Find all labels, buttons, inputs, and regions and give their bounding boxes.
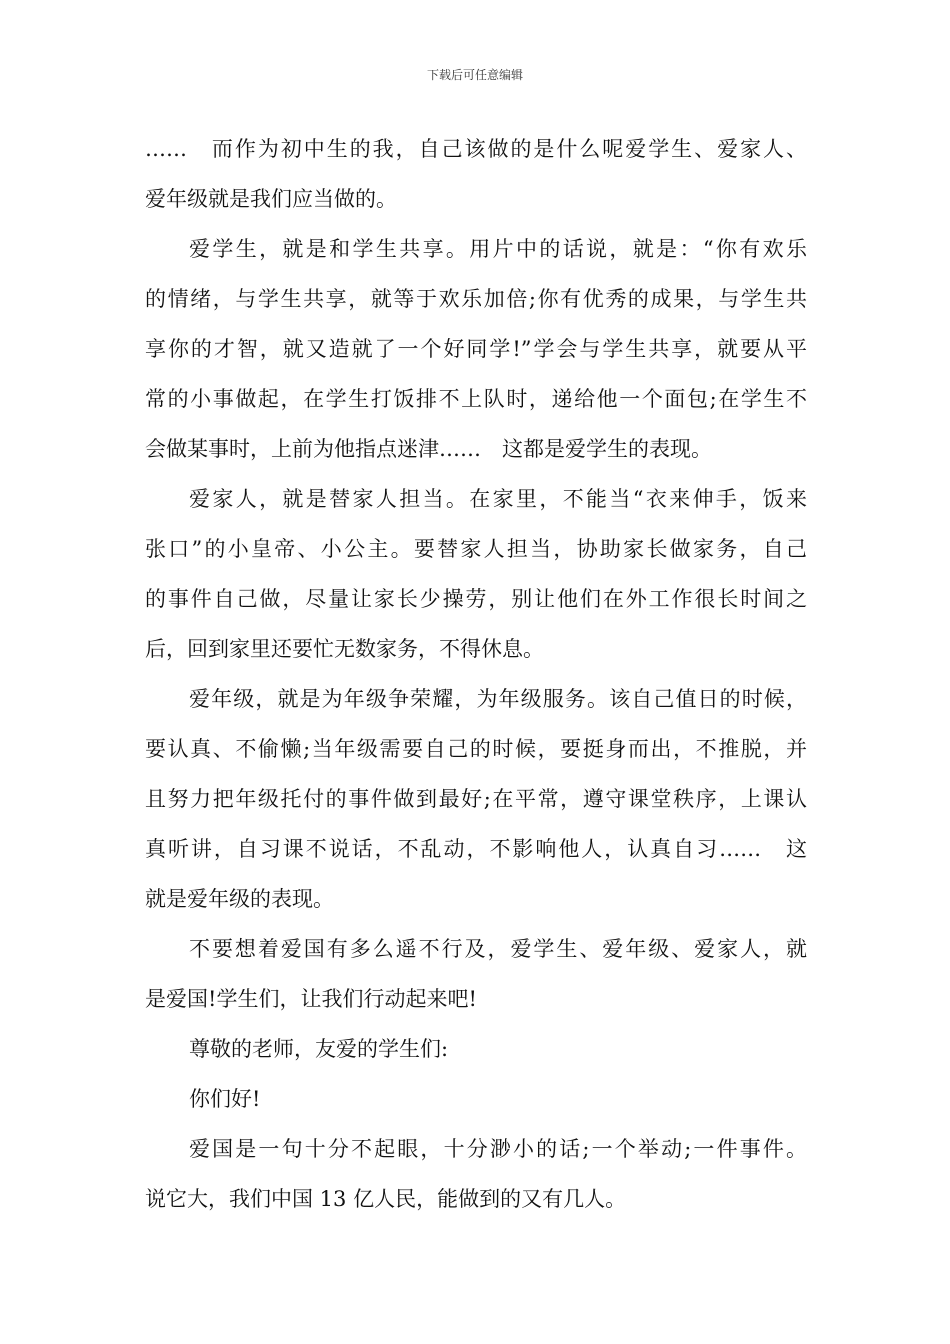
text-line: 享你的才智，就又造就了一个好同学!”学会与学生共享，就要从平 <box>145 337 807 361</box>
text-line: 且努力把年级托付的事件做到最好;在平常，遵守课堂秩序，上课认 <box>145 787 807 811</box>
text-line: 不要想着爱国有多么遥不行及，爱学生、爱年级、爱家人，就 <box>189 937 807 961</box>
text-line: 会做某事时，上前为他指点迷津…… 这都是爱学生的表现。 <box>145 437 712 461</box>
text-line: 爱家人，就是替家人担当。在家里，不能当“衣来伸手，饭来 <box>189 487 807 511</box>
text-line: 爱国是一句十分不起眼，十分渺小的话;一个举动;一件事件。 <box>189 1137 807 1161</box>
text-line: 爱年级就是我们应当做的。 <box>145 187 397 211</box>
text-line: 说它大，我们中国 13 亿人民，能做到的又有几人。 <box>145 1187 627 1211</box>
page-header-note: 下载后可任意编辑 <box>426 68 523 82</box>
text-line: 张口”的小皇帝、小公主。要替家人担当，协助家长做家务，自己 <box>145 537 807 561</box>
text-line: 后，回到家里还要忙无数家务，不得休息。 <box>145 637 544 661</box>
text-line: 就是爱年级的表现。 <box>145 887 334 911</box>
text-line: 的事件自己做，尽量让家长少操劳，别让他们在外工作很长时间之 <box>145 587 807 611</box>
text-line: …… 而作为初中生的我，自己该做的是什么呢爱学生、爱家人、 <box>145 137 807 161</box>
text-line: 是爱国!学生们，让我们行动起来吧! <box>145 987 477 1011</box>
text-line: 你们好! <box>189 1087 261 1111</box>
text-line: 常的小事做起，在学生打饭排不上队时，递给他一个面包;在学生不 <box>145 387 807 411</box>
document-body <box>145 124 807 1224</box>
text-line: 的情绪，与学生共享，就等于欢乐加倍;你有优秀的成果，与学生共 <box>145 287 807 311</box>
text-line: 尊敬的老师，友爱的学生们: <box>189 1037 449 1061</box>
text-line: 爱学生，就是和学生共享。用片中的话说，就是：“你有欢乐 <box>189 237 807 261</box>
text-line: 真听讲，自习课不说话，不乱动，不影响他人，认真自习…… 这 <box>145 837 807 861</box>
text-line: 爱年级，就是为年级争荣耀，为年级服务。该自己值日的时候， <box>189 687 807 711</box>
text-line: 要认真、不偷懒;当年级需要自己的时候，要挺身而出，不推脱，并 <box>145 737 807 761</box>
